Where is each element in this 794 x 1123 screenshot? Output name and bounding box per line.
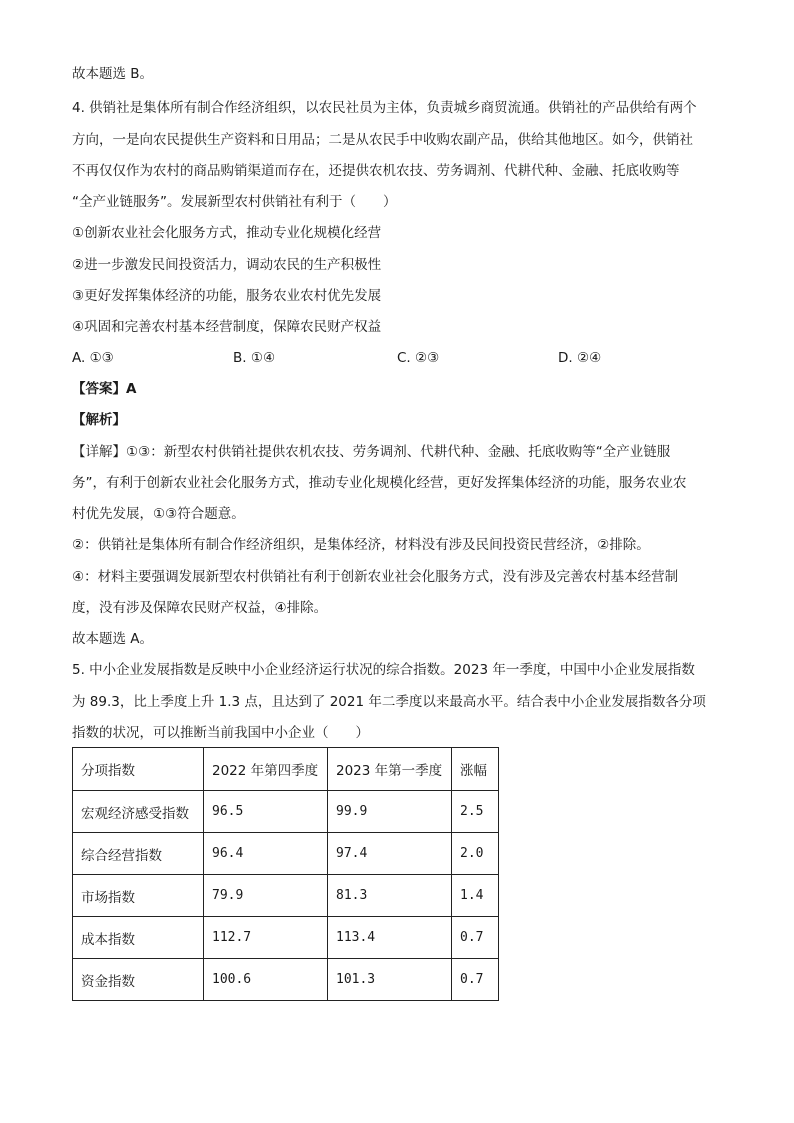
detail-line-3: 村优先发展，①③符合题意。 (72, 506, 245, 522)
question-5-stem-line-2: 为 89.3，比上季度上升 1.3 点，且达到了 2021 年二季度以来最高水平。结合表中小企业发展指数各分项 (72, 694, 706, 710)
question-4-stem-line-1: 4. 供销社是集体所有制合作经济组织，以农民社员为主体，负责城乡商贸流通。供销社的产品供给有两个 (72, 100, 697, 116)
detail-line-6: 度，没有涉及保障农民财产权益，④排除。 (72, 600, 328, 616)
statement-3: ③更好发挥集体经济的功能，服务农业农村优先发展 (72, 288, 382, 304)
detail-line-2: 务”，有利于创新农业社会化服务方式，推动专业化规模化经营，更好发挥集体经济的功能，服务农业农 (72, 475, 687, 491)
table-cell-value: 2.5 (452, 791, 499, 833)
table-header-row (73, 748, 499, 791)
table-cell-value: 96.5 (204, 791, 328, 833)
table-row (73, 959, 499, 1001)
statement-4: ④巩固和完善农村基本经营制度，保障农民财产权益 (72, 319, 382, 335)
table-cell-value: 79.9 (204, 875, 328, 917)
option-b: B. ①④ (233, 350, 276, 366)
statement-1: ①创新农业社会化服务方式，推动专业化规模化经营 (72, 225, 382, 241)
conclusion-line-q3: 故本题选 B。 (72, 66, 154, 82)
table-cell-value: 96.4 (204, 833, 328, 875)
question-4-stem-line-2: 方向，一是向农民提供生产资料和日用品；二是从农民手中收购农副产品，供给其他地区。如今，供销社 (72, 132, 693, 148)
table-row (73, 917, 499, 959)
question-5-stem-line-1: 5. 中小企业发展指数是反映中小企业经济运行状况的综合指数。2023 年一季度，中国中小企业发展指数 (72, 662, 695, 678)
table-cell-value: 0.7 (452, 917, 499, 959)
analysis-heading: 【解析】 (72, 412, 126, 428)
table-header-cell: 涨幅 (452, 748, 499, 791)
table-cell-value: 100.6 (204, 959, 328, 1001)
option-a: A. ①③ (72, 350, 114, 366)
option-d: D. ②④ (558, 350, 602, 366)
table-cell-value: 112.7 (204, 917, 328, 959)
sme-index-table (72, 747, 499, 1001)
answer-line: 【答案】A (72, 381, 137, 397)
statement-2: ②进一步激发民间投资活力，调动农民的生产积极性 (72, 257, 382, 273)
table-cell-value: 101.3 (328, 959, 452, 1001)
conclusion-line-q4: 故本题选 A。 (72, 631, 154, 647)
table-row (73, 791, 499, 833)
table-cell-value: 97.4 (328, 833, 452, 875)
question-5-stem-line-3: 指数的状况，可以推断当前我国中小企业（ ） (72, 725, 369, 741)
table-cell-label: 综合经营指数 (73, 833, 204, 875)
table-cell-value: 2.0 (452, 833, 499, 875)
table-cell-label: 资金指数 (73, 959, 204, 1001)
detail-line-4: ②：供销社是集体所有制合作经济组织，是集体经济，材料没有涉及民间投资民营经济，②排除。 (72, 537, 650, 553)
table-header-cell: 2023 年第一季度 (328, 748, 452, 791)
option-c: C. ②③ (397, 350, 440, 366)
table-cell-value: 0.7 (452, 959, 499, 1001)
table-cell-value: 81.3 (328, 875, 452, 917)
table-cell-label: 市场指数 (73, 875, 204, 917)
detail-line-5: ④：材料主要强调发展新型农村供销社有利于创新农业社会化服务方式，没有涉及完善农村基本经营制 (72, 569, 679, 585)
table-cell-label: 宏观经济感受指数 (73, 791, 204, 833)
table-cell-value: 99.9 (328, 791, 452, 833)
table-row (73, 833, 499, 875)
table-header-cell: 2022 年第四季度 (204, 748, 328, 791)
table-cell-value: 1.4 (452, 875, 499, 917)
question-4-stem-line-3: 不再仅仅作为农村的商品购销渠道而存在，还提供农机农技、劳务调剂、代耕代种、金融、托底收购等 (72, 163, 680, 179)
table-cell-value: 113.4 (328, 917, 452, 959)
question-4-stem-line-4: “全产业链服务”。发展新型农村供销社有利于（ ） (72, 194, 397, 210)
table-header-cell: 分项指数 (73, 748, 204, 791)
detail-line-1: 【详解】①③：新型农村供销社提供农机农技、劳务调剂、代耕代种、金融、托底收购等“全产业链服 (72, 444, 671, 460)
table-row (73, 875, 499, 917)
table-cell-label: 成本指数 (73, 917, 204, 959)
